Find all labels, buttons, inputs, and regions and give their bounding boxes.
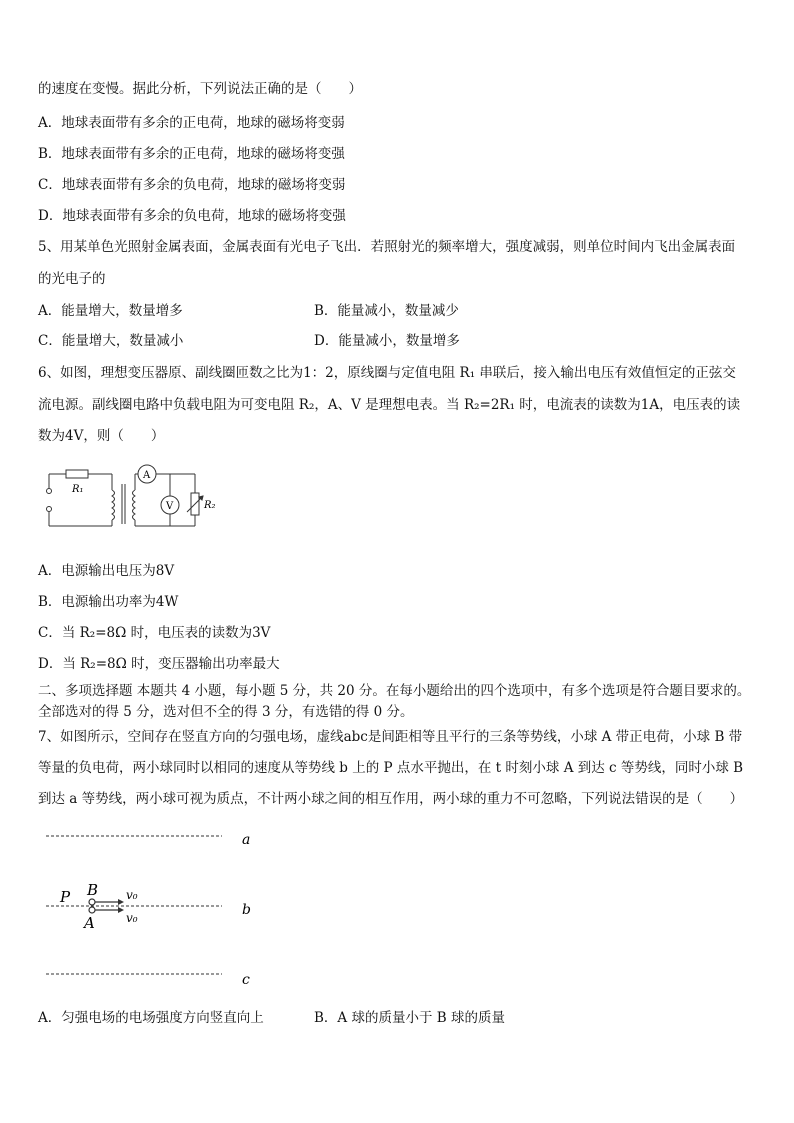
q6-source-terminal-top xyxy=(47,489,52,494)
q6-option-d[interactable]: D．当 R₂=8Ω 时，变压器输出功率最大 xyxy=(38,656,280,672)
q6-option-b[interactable]: B．电源输出功率为4W xyxy=(38,594,179,610)
q4-option-d[interactable]: D．地球表面带有多余的负电荷，地球的磁场将变强 xyxy=(38,208,346,224)
q7-label-c: c xyxy=(242,972,250,988)
q6-option-a[interactable]: A．电源输出电压为8V xyxy=(38,563,175,579)
q6-r1-label: R₁ xyxy=(72,484,84,495)
q6-stem-line1: 6、如图，理想变压器原、副线圈匝数之比为1：2，原线圈与定值电阻 R₁ 串联后，接入输出电压有效值恒定的正弦交 xyxy=(38,365,736,381)
q5-option-b[interactable]: B．能量减小，数量减少 xyxy=(314,303,459,319)
q6-option-c[interactable]: C．当 R₂=8Ω 时，电压表的读数为3V xyxy=(38,625,271,641)
q6-circuit-diagram xyxy=(40,462,230,534)
q7-equipotential-diagram xyxy=(40,820,280,996)
q7-label-p: P xyxy=(60,888,71,906)
q6-stem-line3: 数为4V，则（ ） xyxy=(38,428,165,444)
section2-heading-line2: 全部选对的得 5 分，选对但不全的得 3 分，有选错的得 0 分。 xyxy=(38,704,414,720)
q7-label-v0-top: v₀ xyxy=(126,888,138,902)
q6-resistor-r1 xyxy=(66,470,88,478)
q6-stem-line2: 流电源。副线圈电路中负载电阻为可变电阻 R₂，A、V 是理想电表。当 R₂=2R₁ 时，电流表的读数为1A，电压表的读 xyxy=(38,397,741,413)
q7-label-ball-b: B xyxy=(87,881,99,899)
q6-voltmeter-label: V xyxy=(166,501,174,512)
q5-option-a[interactable]: A．能量增大，数量增多 xyxy=(38,303,183,319)
q7-ball-b xyxy=(89,899,95,905)
q7-label-b: b xyxy=(242,902,251,918)
q5-option-c[interactable]: C．能量增大，数量减小 xyxy=(38,333,184,349)
q7-label-ball-a: A xyxy=(84,914,95,932)
q5-option-d[interactable]: D．能量减小，数量增多 xyxy=(314,333,460,349)
q7-stem-line2: 等量的负电荷，两小球同时以相同的速度从等势线 b 上的 P 点水平抛出，在 t 时刻小球 A 到达 c 等势线，同时小球 B xyxy=(38,760,744,776)
q4-option-a[interactable]: A．地球表面带有多余的正电荷，地球的磁场将变弱 xyxy=(38,115,345,131)
q4-option-c[interactable]: C．地球表面带有多余的负电荷，地球的磁场将变弱 xyxy=(38,177,346,193)
q7-ball-a xyxy=(89,907,95,913)
q6-ammeter-label: A xyxy=(143,470,151,481)
q7-stem-line1: 7、如图所示，空间存在竖直方向的匀强电场，虚线abc是间距相等且平行的三条等势线，小球 A 带正电荷，小球 B 带 xyxy=(38,729,743,745)
q6-r2-label: R₂ xyxy=(204,500,216,511)
q4-stem-continuation: 的速度在变慢。据此分析，下列说法正确的是（ ） xyxy=(38,81,362,97)
q7-stem-line3: 到达 a 等势线，两小球可视为质点，不计两小球之间的相互作用，两小球的重力不可忽略，下列说法错误的是（ ） xyxy=(38,791,744,807)
q5-stem-line1: 5、用某单色光照射金属表面，金属表面有光电子飞出．若照射光的频率增大，强度减弱，则单位时间内飞出金属表面 xyxy=(38,239,736,255)
q6-source-terminal-bottom xyxy=(47,507,52,512)
q4-option-b[interactable]: B．地球表面带有多余的正电荷，地球的磁场将变强 xyxy=(38,146,345,162)
q7-option-b[interactable]: B．A 球的质量小于 B 球的质量 xyxy=(314,1010,505,1026)
q5-stem-line2: 的光电子的 xyxy=(38,271,106,287)
q7-label-v0-bottom: v₀ xyxy=(126,911,138,925)
q7-label-a: a xyxy=(242,832,251,848)
q7-option-a[interactable]: A．匀强电场的电场强度方向竖直向上 xyxy=(38,1010,264,1026)
section2-heading-line1: 二、多项选择题 本题共 4 小题，每小题 5 分，共 20 分。在每小题给出的四个选项中，有多个选项是符合题目要求的。 xyxy=(38,683,751,699)
